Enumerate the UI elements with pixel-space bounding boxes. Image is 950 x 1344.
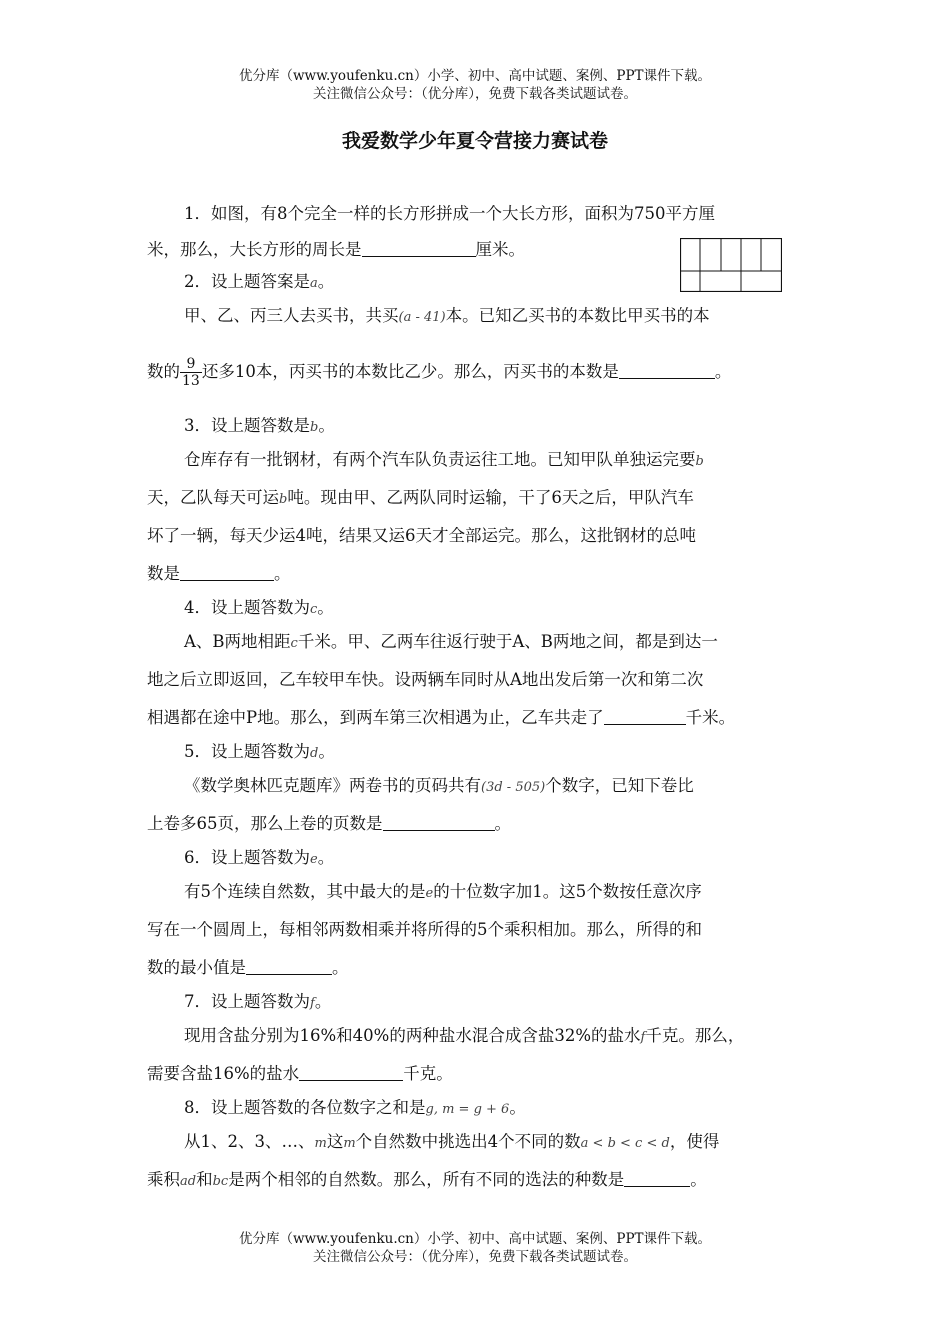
q6-line-1: 有5个连续自然数，其中最大的是e的十位数字加1。这5个数按任意次序	[184, 882, 702, 901]
q2-line-1: 甲、乙、丙三人去买书，共买(a - 41)本。已知乙买书的本数比甲买书的本	[184, 306, 710, 325]
q8-line-2: 乘积ad和bc是两个相邻的自然数。那么，所有不同的选法的种数是 。	[147, 1170, 707, 1189]
q8-line-1: 从1、2、3、…、m这m个自然数中挑选出4个不同的数a < b < c < d，使得	[184, 1132, 720, 1151]
q1-line-1: 1．如图，有8个完全一样的长方形拼成一个大长方形，面积为750平方厘	[184, 204, 715, 223]
q3-line-3: 坏了一辆，每天少运4吨，结果又运6天才全部运完。那么，这批钢材的总吨	[147, 526, 696, 545]
header-line-1: 优分库（www.youfenku.cn）小学、初中、高中试题、案例、PPT课件下载。	[238, 68, 712, 84]
q2-head: 2．设上题答案是a。	[184, 272, 335, 291]
big-rectangle	[681, 239, 782, 292]
answer-blank	[299, 1064, 403, 1081]
q3-line-1: 仓库存有一批钢材，有两个汽车队负责运往工地。已知甲队单独运完要b	[184, 450, 704, 469]
q4-head: 4．设上题答数为c。	[184, 598, 334, 617]
q7-head: 7．设上题答数为f。	[184, 992, 332, 1011]
q3-line-2: 天，乙队每天可运b吨。现由甲、乙两队同时运输，干了6天之后，甲队汽车	[147, 488, 694, 507]
q4-line-2: 地之后立即返回，乙车较甲车快。设两辆车同时从A地出发后第一次和第二次	[147, 670, 704, 689]
q5-line-1: 《数学奥林匹克题库》两卷书的页码共有(3d - 505)个数字，已知下卷比	[184, 776, 694, 795]
answer-blank	[383, 814, 495, 831]
answer-blank	[362, 240, 476, 257]
footer-line-2: 关注微信公众号：（优分库），免费下载各类试题试卷。	[313, 1249, 637, 1265]
answer-blank	[180, 564, 274, 581]
q2-line-2: 数的 $\frac{9}{13}$ 还多10本，丙买书的本数比乙少。那么，丙买书的本数是 。	[147, 356, 732, 389]
q4-line-3: 相遇都在途中P地。那么，到两车第三次相遇为止，乙车共走了 千米。	[147, 708, 736, 727]
page-title: 我爱数学少年夏令营接力赛试卷	[341, 130, 608, 152]
fraction: $\frac{9}{13}$	[182, 356, 200, 389]
q7-line-2: 需要含盐16%的盐水 千克。	[147, 1064, 453, 1083]
rectangle-figure	[680, 238, 782, 292]
q8-head: 8．设上题答数的各位数字之和是g, m = g + 6。	[184, 1098, 526, 1117]
q6-line-3: 数的最小值是 。	[147, 958, 349, 977]
q6-head: 6．设上题答数为e。	[184, 848, 335, 867]
footer-line-1: 优分库（www.youfenku.cn）小学、初中、高中试题、案例、PPT课件下载。	[238, 1231, 712, 1247]
header-line-2: 关注微信公众号：（优分库），免费下载各类试题试卷。	[313, 86, 637, 102]
q5-line-2: 上卷多65页，那么上卷的页数是 。	[147, 814, 511, 833]
answer-blank	[246, 958, 332, 975]
q3-head: 3．设上题答数是b。	[184, 416, 335, 435]
answer-blank	[624, 1170, 690, 1187]
q6-line-2: 写在一个圆周上，每相邻两数相乘并将所得的5个乘积相加。那么，所得的和	[147, 920, 702, 939]
q3-line-4: 数是 。	[147, 564, 291, 583]
q7-line-1: 现用含盐分别为16%和40%的两种盐水混合成含盐32%的盐水f千克。那么，	[184, 1026, 745, 1045]
answer-blank	[619, 362, 715, 379]
q4-line-1: A、B两地相距c千米。甲、乙两车往返行驶于A、B两地之间，都是到达一	[184, 632, 718, 651]
q5-head: 5．设上题答数为d。	[184, 742, 335, 761]
answer-blank	[604, 708, 686, 725]
q1-line-2: 米，那么，大长方形的周长是 厘米。	[147, 240, 525, 259]
